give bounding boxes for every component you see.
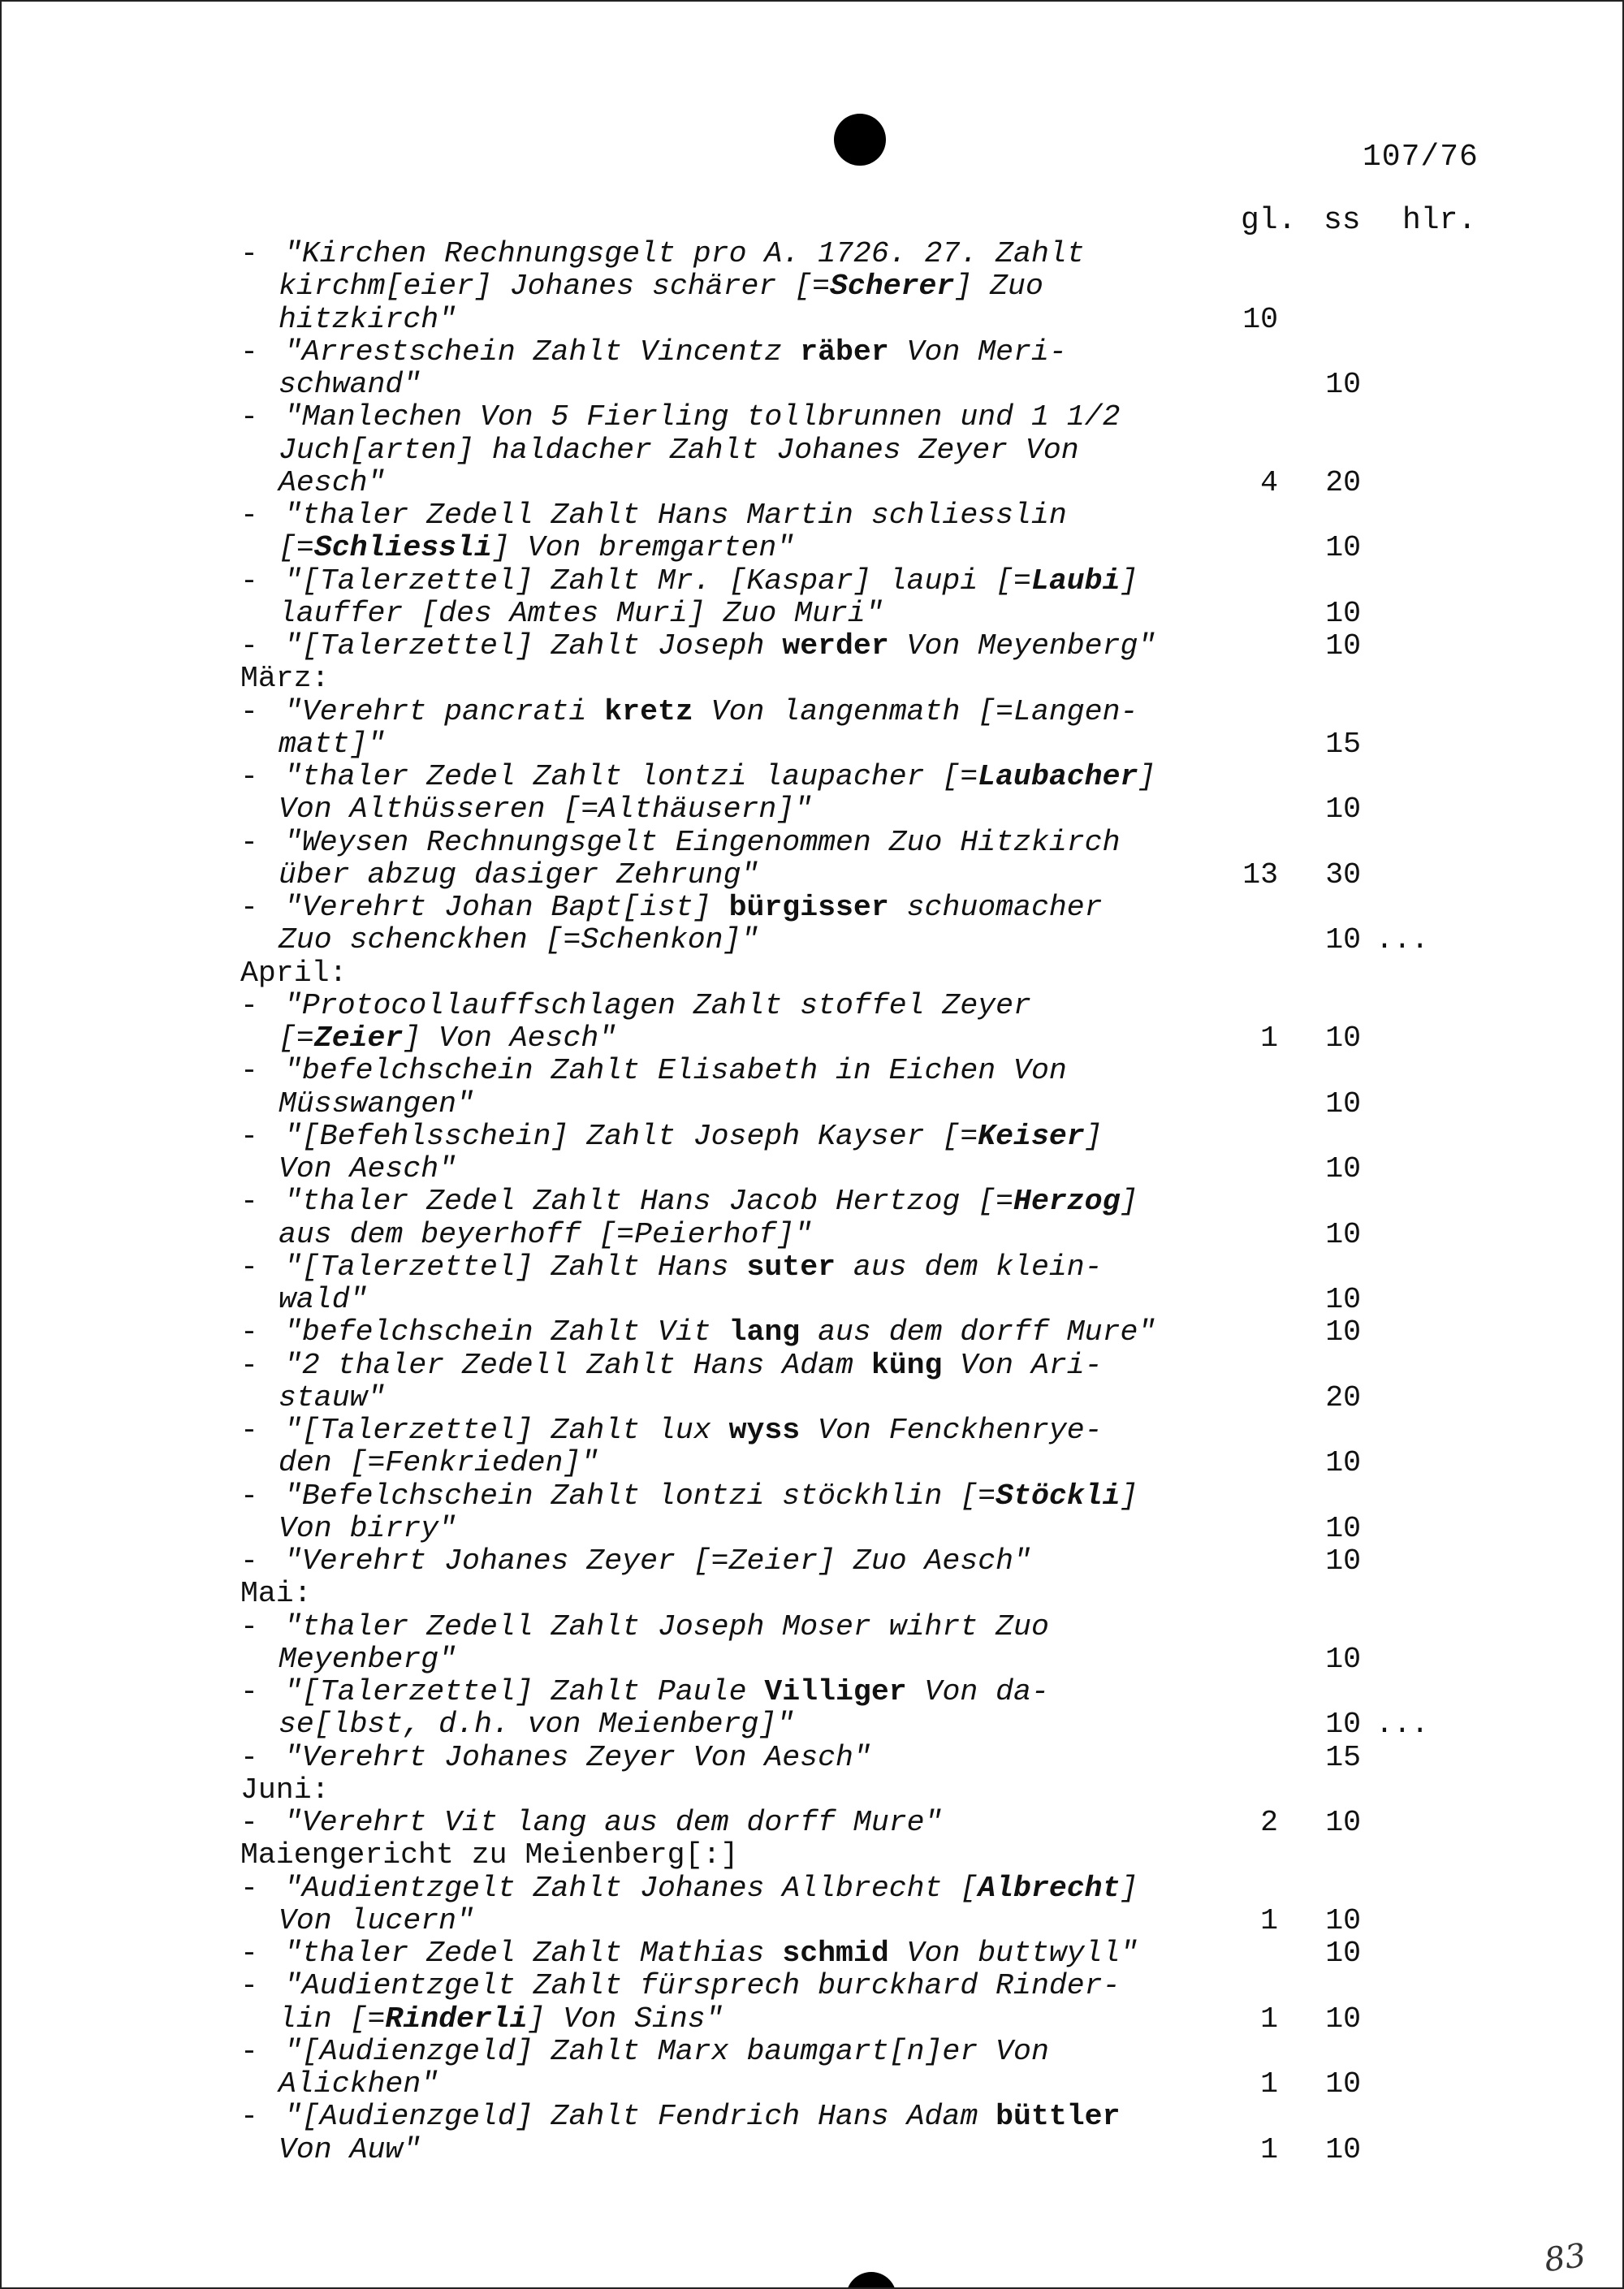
entry-line	[2, 1807, 1624, 1839]
entry-dash: -	[240, 1348, 258, 1382]
entry-text	[284, 1676, 1049, 1708]
entry-text-segment: schuomacher	[888, 891, 1103, 924]
entry-text-segment: ]	[1084, 1119, 1103, 1153]
page-number: 107/76	[1363, 140, 1479, 175]
entry-text	[279, 728, 385, 761]
entry-dash: -	[240, 1675, 258, 1708]
amount-ss: 10	[1325, 2067, 1361, 2101]
entry-text-segment: Von Auw"	[279, 2132, 421, 2166]
amount-ss: 10	[1325, 531, 1361, 565]
entry-continuation-line	[2, 1219, 1624, 1251]
entry-text	[284, 1611, 1049, 1643]
entry-dash: -	[240, 1806, 258, 1839]
entry-text-segment: Von Meyenberg"	[888, 629, 1156, 663]
entry-continuation-line	[2, 1153, 1624, 1186]
ledger-entries	[2, 238, 1624, 2166]
amount-ss: 20	[1325, 465, 1361, 499]
entry-line	[2, 565, 1624, 598]
entry-continuation-line	[2, 270, 1624, 303]
entry-text-segment: Von Althüsseren [=Althäusern]"	[279, 793, 813, 827]
entry-text	[284, 1807, 942, 1839]
section-heading	[2, 1578, 1624, 1610]
entry-dash: -	[240, 400, 258, 434]
amount-ss: 10	[1325, 596, 1361, 630]
entry-text	[279, 2003, 723, 2036]
entry-text-segment: "[Audienzgeld] Zahlt Fendrich Hans Adam	[284, 2100, 996, 2134]
amount-ss: 30	[1325, 857, 1361, 892]
entry-text	[279, 598, 883, 630]
entry-line	[2, 401, 1624, 434]
entry-text-segment: ] Von Sins"	[527, 2002, 723, 2036]
entry-line	[2, 1316, 1624, 1349]
amount-ss: 10	[1325, 1511, 1361, 1545]
entry-text-segment: lin [=	[279, 2002, 386, 2036]
entry-text	[284, 1937, 1138, 1970]
entry-text-segment: "befelchschein Zahlt Elisabeth in Eichen Von	[284, 1054, 1067, 1088]
entry-text-segment: aus dem klein-	[836, 1250, 1103, 1284]
entry-dash: -	[240, 1969, 258, 2003]
amount-ss: 10	[1325, 1315, 1361, 1350]
entry-text	[279, 1643, 456, 1676]
entry-dash: -	[240, 1479, 258, 1513]
entry-line	[2, 238, 1624, 270]
entry-text-segment: Meyenberg"	[279, 1642, 457, 1676]
entry-text-segment: schwand"	[279, 368, 421, 401]
entry-line	[2, 1350, 1624, 1382]
entry-text-segment: aus dem beyerhoff [=Peierhof]"	[279, 1217, 813, 1251]
entry-text-name-bold: schmid	[782, 1937, 889, 1970]
entry-text	[279, 1219, 812, 1251]
entry-text	[284, 238, 1085, 270]
amount-ss: 10	[1325, 2132, 1361, 2166]
entry-dash: -	[240, 825, 258, 859]
entry-line	[2, 696, 1624, 728]
entry-text-segment: Von Meri-	[888, 335, 1067, 369]
entry-text	[284, 1480, 1138, 1513]
entry-text-segment: "Kirchen Rechnungsgelt pro A. 1726. 27. Zahlt	[284, 237, 1085, 270]
entry-text-segment: "[Audienzgeld] Zahlt Marx baumgart[n]er Von	[284, 2034, 1049, 2068]
entry-dash: -	[240, 237, 258, 270]
entry-text-segment: ]	[1120, 1185, 1138, 1219]
amount-ss: 10	[1325, 1642, 1361, 1676]
entry-text	[284, 1872, 1138, 1905]
section-heading	[2, 663, 1624, 695]
entry-text	[279, 369, 421, 401]
entry-text	[279, 304, 456, 336]
entry-text	[279, 1022, 616, 1055]
entry-text	[284, 827, 1120, 859]
entry-text-name-bold: Keiser	[978, 1119, 1085, 1153]
punch-hole-top	[834, 114, 886, 166]
entry-line	[2, 990, 1624, 1022]
entry-text	[284, 336, 1067, 369]
entry-text-segment: Von langenmath [=Langen-	[693, 694, 1138, 728]
entry-line	[2, 1676, 1624, 1708]
entry-text	[284, 2036, 1049, 2068]
entry-text-segment: "[Talerzettel] Zahlt Mr. [Kaspar] laupi [=	[284, 564, 1031, 598]
entry-dash: -	[240, 1609, 258, 1643]
amount-ss: 10	[1325, 1446, 1361, 1480]
entry-text-name-bold: suter	[746, 1250, 836, 1284]
entry-text	[284, 1970, 1120, 2002]
entry-line	[2, 1742, 1624, 1774]
entry-text-segment: ]	[1120, 1871, 1138, 1905]
entry-continuation-line	[2, 1905, 1624, 1937]
entry-text-segment: "Verehrt Johanes Zeyer [=Zeier] Zuo Aesch"	[284, 1544, 1031, 1578]
entry-text	[279, 467, 385, 499]
amount-ss: 10	[1325, 793, 1361, 827]
entry-text-name-bold: Herzog	[1013, 1185, 1121, 1219]
amount-gl: 1	[1260, 2067, 1278, 2101]
entry-text	[279, 1153, 456, 1186]
entry-text-segment: "[Befehlsschein] Zahlt Joseph Kayser [=	[284, 1119, 978, 1153]
entry-line	[2, 1611, 1624, 1643]
amount-gl: 10	[1242, 302, 1278, 336]
entry-text-name-bold: Zeier	[313, 1021, 404, 1055]
punch-hole-bottom	[846, 2272, 896, 2289]
section-heading-text: Mai:	[240, 1577, 312, 1611]
entry-text	[284, 892, 1103, 924]
entry-text-segment: Zuo schenckhen [=Schenkon]"	[279, 923, 759, 957]
entry-continuation-line	[2, 2134, 1624, 2166]
amount-ss: 10	[1325, 2002, 1361, 2036]
entry-text-segment: "[Talerzettel] Zahlt Joseph	[284, 629, 783, 663]
entry-line	[2, 1545, 1624, 1578]
amount-ss: 15	[1325, 1740, 1361, 1774]
entry-dash: -	[240, 629, 258, 663]
amount-ss: 10	[1325, 1152, 1361, 1186]
entry-text-segment: "Audientzgelt Zahlt Johanes Allbrecht [	[284, 1871, 978, 1905]
entry-text-name-bold: wyss	[728, 1414, 801, 1447]
entry-dash: -	[240, 760, 258, 793]
entry-text-name-bold: Laubacher	[978, 760, 1138, 793]
entry-text-segment: [=	[279, 1021, 314, 1055]
entry-dash: -	[240, 1119, 258, 1153]
entry-text-name-bold: werder	[782, 629, 889, 663]
entry-line	[2, 2036, 1624, 2068]
entry-text-name-bold: Albrecht	[978, 1871, 1121, 1905]
entry-text	[284, 696, 1138, 728]
entry-dash: -	[240, 1250, 258, 1284]
entry-text-segment: den [=Fenkrieden]"	[279, 1446, 599, 1480]
entry-continuation-line	[2, 1513, 1624, 1545]
amount-hlr: ...	[1376, 1708, 1429, 1742]
entry-text-segment: Von Aesch"	[279, 1152, 457, 1186]
amount-ss: 20	[1325, 1380, 1361, 1414]
section-heading-text: März:	[240, 662, 330, 696]
entry-line	[2, 892, 1624, 924]
entry-text	[284, 565, 1138, 598]
entry-text-segment: "Befelchschein Zahlt lontzi stöckhlin [=	[284, 1479, 996, 1513]
entry-dash: -	[240, 564, 258, 598]
entry-line	[2, 1414, 1624, 1447]
entry-text	[284, 761, 1155, 793]
entry-continuation-line	[2, 2003, 1624, 2036]
entry-text	[284, 990, 1031, 1022]
entry-text-segment: Alickhen"	[279, 2067, 439, 2101]
entry-continuation-line	[2, 434, 1624, 467]
entry-continuation-line	[2, 1708, 1624, 1741]
entry-text-segment: "[Talerzettel] Zahlt Hans	[284, 1250, 747, 1284]
entry-line	[2, 1186, 1624, 1218]
entry-text-name-bold: küng	[870, 1348, 943, 1382]
amount-gl: 1	[1260, 1903, 1278, 1937]
entry-text	[279, 434, 1079, 467]
entry-text-name-bold: Stöckli	[996, 1479, 1121, 1513]
entry-text	[279, 532, 794, 564]
entry-text-segment: "thaler Zedell Zahlt Hans Martin schliesslin	[284, 499, 1067, 532]
entry-text-name-bold: büttler	[996, 2100, 1121, 2134]
entry-text-segment: Von Fenckhenrye-	[800, 1414, 1103, 1447]
entry-text-segment: [=	[279, 531, 314, 565]
entry-text-segment: hitzkirch"	[279, 302, 457, 336]
entry-text-segment: ] Zuo	[954, 270, 1043, 304]
section-heading-text: April:	[240, 956, 348, 990]
entry-text	[284, 1350, 1103, 1382]
entry-continuation-line	[2, 728, 1624, 761]
entry-text-segment: "Verehrt pancrati	[284, 694, 605, 728]
entry-text-segment: "Verehrt Johan Bapt[ist]	[284, 891, 729, 924]
entry-text-name-bold: Scherer	[830, 270, 955, 304]
entry-text	[284, 1186, 1138, 1218]
amount-ss: 10	[1325, 1937, 1361, 1970]
entry-text	[279, 859, 758, 892]
entry-text	[279, 1447, 598, 1479]
entry-dash: -	[240, 1414, 258, 1447]
column-header-hlr: hlr.	[1402, 203, 1477, 238]
amount-ss: 10	[1325, 629, 1361, 663]
entry-line	[2, 1970, 1624, 2002]
entry-text-name-bold: Villiger	[764, 1675, 907, 1708]
amount-gl: 4	[1260, 465, 1278, 499]
entry-text-segment: Von lucern"	[279, 1903, 474, 1937]
entry-text-name-bold: lang	[728, 1315, 801, 1350]
entry-text-segment: "Audientzgelt Zahlt fürsprech burckhard Rinder-	[284, 1969, 1121, 2003]
entry-text	[279, 1382, 385, 1414]
entry-text-segment: über abzug dasiger Zehrung"	[279, 857, 759, 892]
amount-ss: 10	[1325, 1283, 1361, 1316]
amount-ss: 10	[1325, 368, 1361, 401]
entry-text-segment: kirchm[eier] Johanes schärer [=	[279, 270, 831, 304]
entry-line	[2, 2101, 1624, 2133]
entry-text	[279, 924, 758, 957]
entry-text-segment: "Manlechen Von 5 Fierling tollbrunnen und 1 1/2	[284, 400, 1121, 434]
amount-ss: 10	[1325, 1086, 1361, 1121]
entry-text-segment: "Verehrt Johanes Zeyer Von Aesch"	[284, 1740, 871, 1774]
entry-dash: -	[240, 499, 258, 532]
entry-text-segment: "Protocollauffschlagen Zahlt stoffel Zeyer	[284, 988, 1031, 1022]
entry-continuation-line	[2, 793, 1624, 826]
entry-text-segment: ] Von Aesch"	[403, 1021, 617, 1055]
entry-text	[284, 630, 1155, 663]
entry-text-segment: "Weysen Rechnungsgelt Eingenommen Zuo Hitzkirch	[284, 825, 1121, 859]
entry-continuation-line	[2, 304, 1624, 336]
entry-text-segment: ]	[1120, 564, 1138, 598]
entry-text	[279, 1284, 368, 1316]
amount-ss: 10	[1325, 1217, 1361, 1251]
entry-dash: -	[240, 1315, 258, 1350]
entry-text	[284, 401, 1120, 434]
entry-line	[2, 1121, 1624, 1153]
entry-text	[279, 1088, 474, 1121]
entry-dash: -	[240, 1740, 258, 1774]
entry-dash: -	[240, 1937, 258, 1970]
column-header-gl: gl.	[1241, 203, 1297, 238]
entry-text-segment: ]	[1120, 1479, 1138, 1513]
entry-text	[279, 1708, 794, 1741]
entry-continuation-line	[2, 1022, 1624, 1055]
entry-continuation-line	[2, 369, 1624, 401]
entry-text-segment: "Verehrt Vit lang aus dem dorff Mure"	[284, 1806, 943, 1839]
entry-text	[284, 2101, 1120, 2133]
entry-text-segment: "2 thaler Zedell Zahlt Hans Adam	[284, 1348, 871, 1382]
entry-text-name-bold: bürgisser	[728, 891, 889, 924]
entry-continuation-line	[2, 1382, 1624, 1414]
entry-line	[2, 1251, 1624, 1284]
entry-line	[2, 336, 1624, 369]
entry-text	[279, 270, 1043, 303]
entry-dash: -	[240, 2034, 258, 2068]
entry-text	[284, 1316, 1155, 1349]
entry-text-segment: Von buttwyll"	[888, 1937, 1138, 1970]
entry-text	[279, 1513, 456, 1545]
section-heading	[2, 957, 1624, 990]
entry-continuation-line	[2, 2068, 1624, 2101]
entry-text	[284, 1251, 1103, 1284]
entry-dash: -	[240, 891, 258, 924]
amount-ss: 10	[1325, 1708, 1361, 1742]
entry-text-segment: Von Ari-	[942, 1348, 1103, 1382]
entry-dash: -	[240, 1185, 258, 1219]
entry-text-segment: "thaler Zedell Zahlt Joseph Moser wihrt Zuo	[284, 1609, 1049, 1643]
entry-text-segment: "Arrestschein Zahlt Vincentz	[284, 335, 801, 369]
entry-line	[2, 827, 1624, 859]
entry-continuation-line	[2, 1447, 1624, 1479]
entry-text-segment: ]	[1138, 760, 1156, 793]
entry-dash: -	[240, 1544, 258, 1578]
entry-text-segment: lauffer [des Amtes Muri] Zuo Muri"	[279, 596, 883, 630]
entry-dash: -	[240, 335, 258, 369]
entry-text-segment: se[lbst, d.h. von Meienberg]"	[279, 1708, 795, 1742]
entry-continuation-line	[2, 1284, 1624, 1316]
entry-text-name-bold: Rinderli	[385, 2002, 528, 2036]
entry-line	[2, 1055, 1624, 1087]
entry-text	[279, 2068, 438, 2101]
section-heading	[2, 1774, 1624, 1807]
section-heading	[2, 1839, 1624, 1872]
entry-text-segment: "thaler Zedel Zahlt lontzi laupacher [=	[284, 760, 978, 793]
amount-ss: 15	[1325, 727, 1361, 761]
entry-text-segment: "[Talerzettel] Zahlt Paule	[284, 1675, 765, 1708]
entry-continuation-line	[2, 532, 1624, 564]
entry-continuation-line	[2, 1643, 1624, 1676]
column-header-ss: ss	[1324, 203, 1361, 238]
entry-text-name-bold: Schliessli	[313, 531, 492, 565]
entry-text-segment: Juch[arten] haldacher Zahlt Johanes Zeyer Von	[279, 433, 1079, 467]
entry-text	[279, 793, 812, 826]
amount-gl: 1	[1260, 2002, 1278, 2036]
entry-text-segment: "befelchschein Zahlt Vit	[284, 1315, 729, 1350]
entry-line	[2, 630, 1624, 663]
entry-dash: -	[240, 1054, 258, 1088]
entry-text-name-bold: kretz	[604, 694, 693, 728]
entry-text-segment: aus dem dorff Mure"	[800, 1315, 1156, 1350]
section-heading-text: Maiengericht zu Meienberg[:]	[240, 1838, 739, 1872]
entry-text	[284, 1055, 1067, 1087]
entry-text-segment: "thaler Zedel Zahlt Hans Jacob Hertzog [=	[284, 1185, 1014, 1219]
entry-continuation-line	[2, 1088, 1624, 1121]
entry-text-name-bold: räber	[800, 335, 889, 369]
entry-text-segment: Aesch"	[279, 465, 386, 499]
entry-text-segment: ] Von bremgarten"	[491, 531, 795, 565]
entry-line	[2, 1872, 1624, 1905]
entry-text-segment: "thaler Zedel Zahlt Mathias	[284, 1937, 783, 1970]
entry-text	[279, 2134, 421, 2166]
amount-gl: 1	[1260, 2132, 1278, 2166]
entry-text-segment: matt]"	[279, 727, 386, 761]
entry-dash: -	[240, 694, 258, 728]
amount-ss: 10	[1325, 1806, 1361, 1839]
entry-text-segment: "[Talerzettel] Zahlt lux	[284, 1414, 729, 1447]
entry-text	[284, 1545, 1031, 1578]
entry-text	[284, 1414, 1103, 1447]
entry-text	[284, 499, 1067, 532]
section-heading-text: Juni:	[240, 1773, 330, 1807]
entry-dash: -	[240, 2100, 258, 2134]
amount-ss: 10	[1325, 1021, 1361, 1055]
amount-gl: 13	[1242, 857, 1278, 892]
entry-text-segment: Von birry"	[279, 1511, 457, 1545]
amount-gl: 1	[1260, 1021, 1278, 1055]
entry-line	[2, 499, 1624, 532]
entry-text-name-bold: Laubi	[1030, 564, 1121, 598]
entry-text-segment: wald"	[279, 1283, 368, 1316]
entry-line	[2, 1937, 1624, 1970]
entry-dash: -	[240, 1871, 258, 1905]
entry-continuation-line	[2, 467, 1624, 499]
amount-ss: 10	[1325, 1544, 1361, 1578]
entry-text	[279, 1905, 474, 1937]
entry-text-segment: Müsswangen"	[279, 1086, 474, 1121]
entry-continuation-line	[2, 859, 1624, 892]
entry-continuation-line	[2, 924, 1624, 957]
entry-text-segment: stauw"	[279, 1380, 386, 1414]
amount-ss: 10	[1325, 1903, 1361, 1937]
entry-text	[284, 1121, 1103, 1153]
entry-line	[2, 1480, 1624, 1513]
entry-continuation-line	[2, 598, 1624, 630]
amount-hlr: ...	[1376, 923, 1429, 957]
entry-dash: -	[240, 988, 258, 1022]
entry-text-segment: Von da-	[906, 1675, 1049, 1708]
amount-ss: 10	[1325, 923, 1361, 957]
entry-text	[284, 1742, 871, 1774]
entry-line	[2, 761, 1624, 793]
amount-gl: 2	[1260, 1806, 1278, 1839]
handwritten-folio-number: 83	[1542, 2236, 1588, 2280]
